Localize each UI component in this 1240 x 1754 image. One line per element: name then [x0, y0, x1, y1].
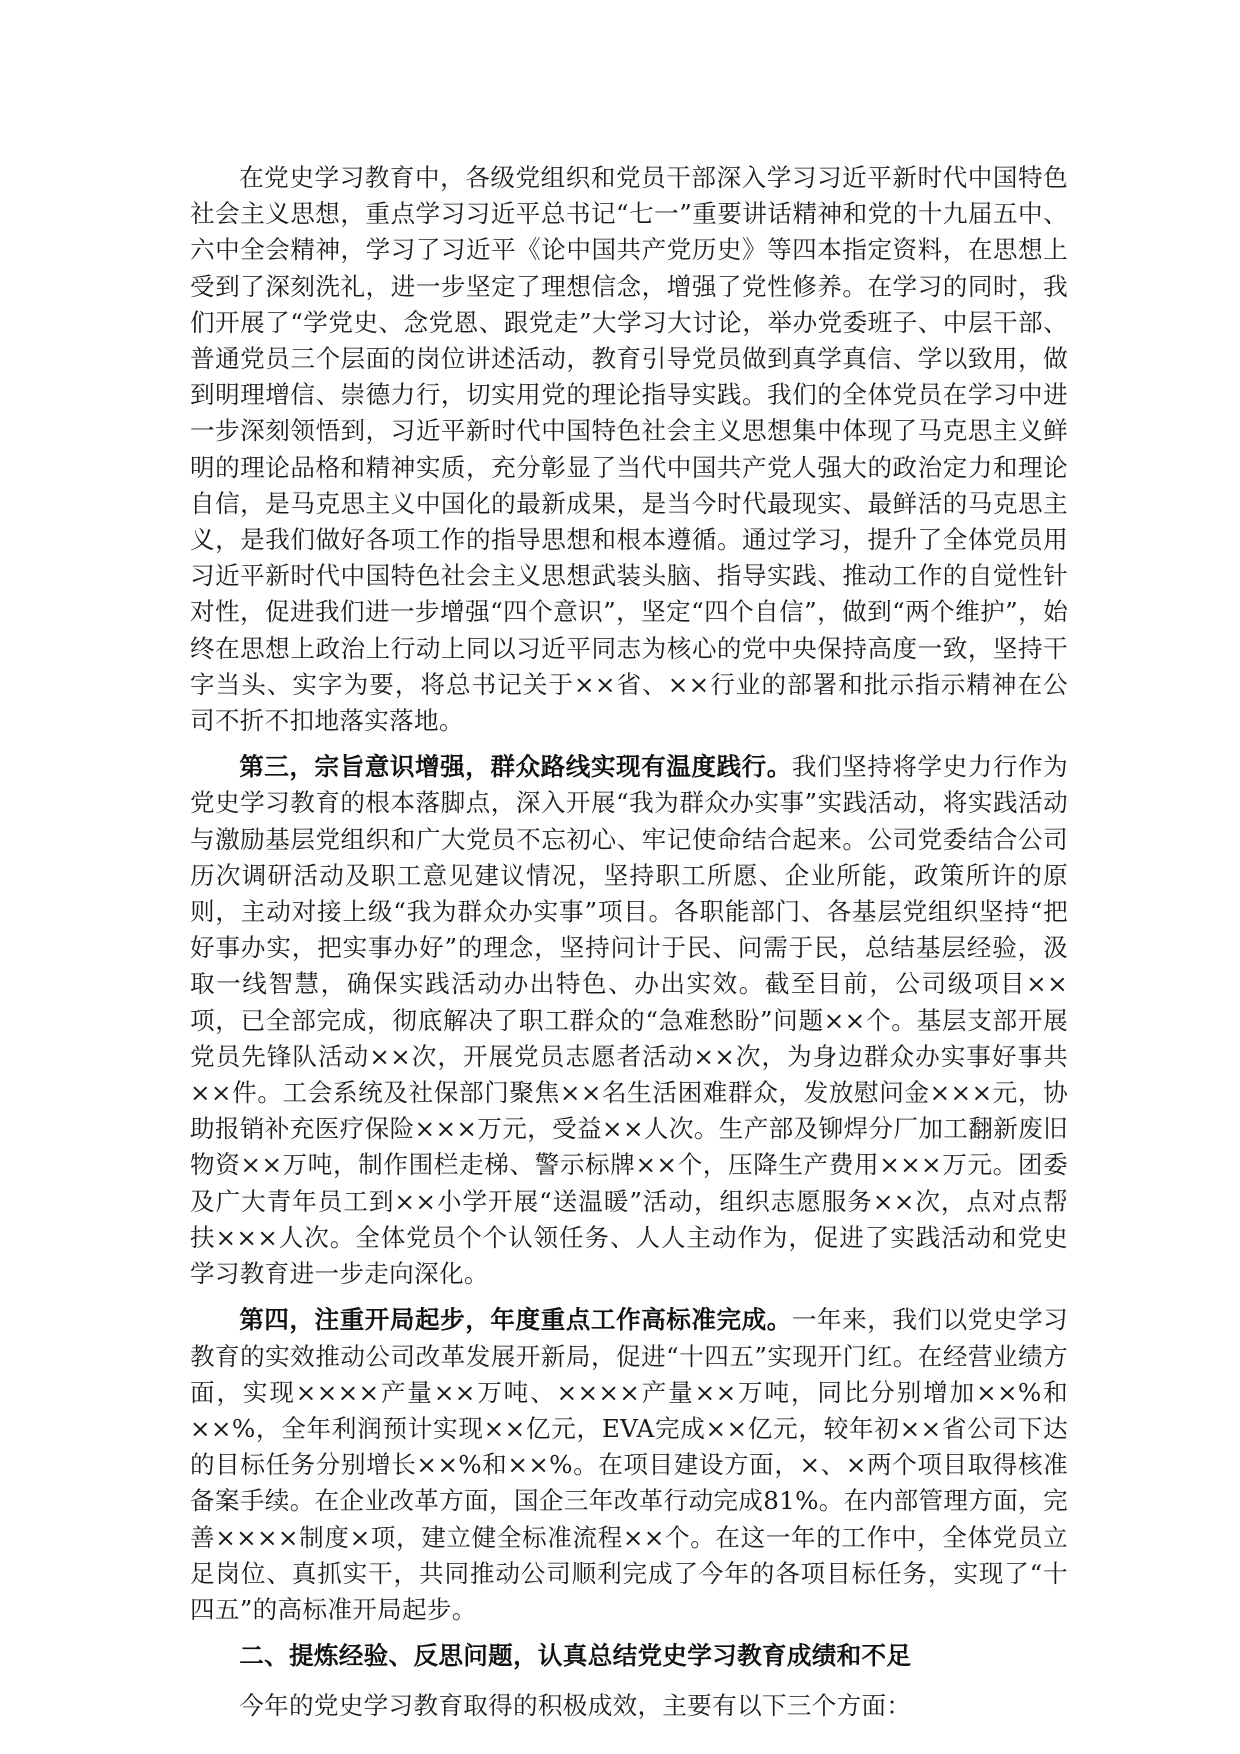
- document-page: [190, 160, 1068, 1735]
- paragraph-lead: 第三，宗旨意识增强，群众路线实现有温度践行。: [239, 752, 792, 782]
- paragraph-fourth: [190, 1302, 1068, 1628]
- paragraph-text: 我们坚持将学史力行作为党史学习教育的根本落脚点，深入开展“我为群众办实事”实践活动，将实践活动与激励基层党组织和广大党员不忘初心、牢记使命结合起来。公司党委结合公司历次调研活动及职工意见建议情况，坚持职工所愿、企业所能，政策所许的原则，主动对接上级“我为群众办实事”项目。各职能部门、各基层党组织坚持“把好事办实，把实事办好”的理念，坚持问计于民、问需于民，总结基层经验，汲取一线智慧，确保实践活动办出特色、办出实效。截至目前，公司级项目××项，已全部完成，彻底解决了职工群众的“急难愁盼”问题××个。基层支部开展党员先锋队活动××次，开展党员志愿者活动××次，为身边群众办实事好事共××件。工会系统及社保部门聚焦××名生活困难群众，发放慰问金×××元，协助报销补充医疗保险×××万元，受益××人次。生产部及铆焊分厂加工翻新废旧物资××万吨，制作围栏走梯、警示标牌××个，压降生产费用×××万元。团委及广大青年员工到××小学开展“送温暖”活动，组织志愿服务××次，点对点帮扶×××人次。全体党员个个认领任务、人人主动作为，促进了实践活动和党史学习教育进一步走向深化。: [190, 752, 1068, 1289]
- paragraph-closing: 今年的党史学习教育取得的积极成效，主要有以下三个方面：: [239, 1691, 912, 1721]
- paragraph-third: [190, 749, 1068, 1292]
- paragraph-text: 一年来，我们以党史学习教育的实效推动公司改革发展开新局，促进“十四五”实现开门红。在经营业绩方面，实现××××产量××万吨、××××产量××万吨，同比分别增加××%和××%，全年利润预计实现××亿元，EVA完成××亿元，较年初××省公司下达的目标任务分别增长××%和××%。在项目建设方面，×、×两个项目取得核准备案手续。在企业改革方面，国企三年改革行动完成81%。在内部管理方面，完善××××制度×项，建立健全标准流程××个。在这一年的工作中，全体党员立足岗位、真抓实干，共同推动公司顺利完成了今年的各项目标任务，实现了“十四五”的高标准开局起步。: [190, 1305, 1068, 1624]
- paragraph-study: [190, 160, 1068, 739]
- paragraph-lead: 第四，注重开局起步，年度重点工作高标准完成。: [239, 1305, 792, 1335]
- section-heading: 二、提炼经验、反思问题，认真总结党史学习教育成绩和不足: [239, 1641, 912, 1671]
- paragraph-text: 在党史学习教育中，各级党组织和党员干部深入学习习近平新时代中国特色社会主义思想，重点学习习近平总书记“七一”重要讲话精神和党的十九届五中、六中全会精神，学习了习近平《论中国共产党历史》等四本指定资料，在思想上受到了深刻洗礼，进一步坚定了理想信念，增强了党性修养。在学习的同时，我们开展了“学党史、念党恩、跟党走”大学习大讨论，举办党委班子、中层干部、普通党员三个层面的岗位讲述活动，教育引导党员做到真学真信、学以致用，做到明理增信、崇德力行，切实用党的理论指导实践。我们的全体党员在学习中进一步深刻领悟到，习近平新时代中国特色社会主义思想集中体现了马克思主义鲜明的理论品格和精神实质，充分彰显了当代中国共产党人强大的政治定力和理论自信，是马克思主义中国化的最新成果，是当今时代最现实、最鲜活的马克思主义，是我们做好各项工作的指导思想和根本遵循。通过学习，提升了全体党员用习近平新时代中国特色社会主义思想武装头脑、指导实践、推动工作的自觉性针对性，促进我们进一步增强“四个意识”，坚定“四个自信”，做到“两个维护”，始终在思想上政治上行动上同以习近平同志为核心的党中央保持高度一致，坚持干字当头、实字为要，将总书记关于××省、××行业的部署和批示指示精神在公司不折不扣地落实落地。: [190, 163, 1068, 736]
